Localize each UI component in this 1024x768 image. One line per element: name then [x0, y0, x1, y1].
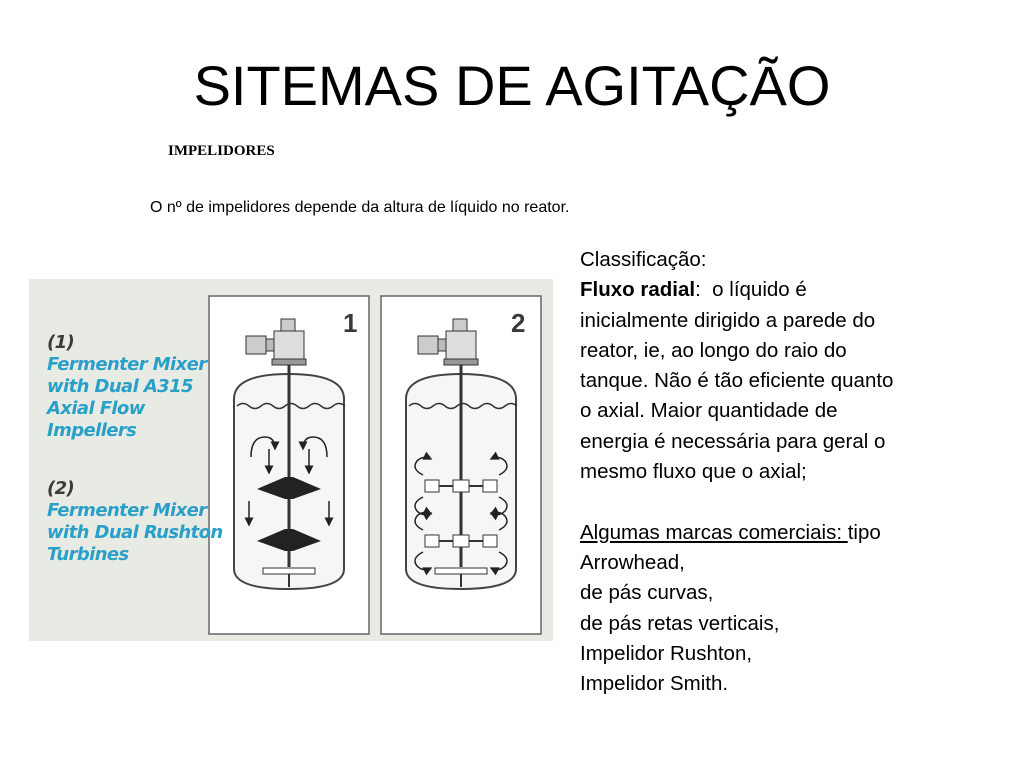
panel-2-label: 2 [511, 308, 526, 338]
panel-1-diagram [209, 296, 369, 634]
brands-line [580, 518, 1000, 548]
caption-1 [47, 332, 207, 442]
caption-2-line: Fermenter Mixer [47, 500, 207, 521]
radial-flow-desc: energia é necessária para geral o [580, 429, 886, 453]
classification-text [580, 245, 1000, 699]
brand-item: de pás retas verticais, [580, 611, 780, 635]
brands-label: Algumas marcas comerciais: [580, 520, 848, 544]
brand-item: Arrowhead, [580, 550, 685, 574]
radial-flow-desc: tanque. Não é tão eficiente quanto [580, 369, 894, 393]
caption-1-line: Impellers [47, 420, 137, 441]
caption-1-line: Fermenter Mixer [47, 354, 207, 375]
panel-2-diagram [381, 296, 541, 634]
slide-title: SITEMAS DE AGITAÇÃO [193, 54, 831, 117]
radial-flow-line [580, 275, 1000, 305]
caption-2-line: Turbines [47, 544, 129, 565]
radial-flow-colon: : [695, 278, 701, 302]
radial-flow-desc: o axial. Maior quantidade de [580, 399, 838, 423]
brand-item: Impelidor Smith. [580, 672, 729, 696]
radial-flow-desc: reator, ie, ao longo do raio do [580, 338, 847, 362]
caption-1-line: Axial Flow [47, 398, 145, 419]
radial-flow-desc: mesmo fluxo que o axial; [580, 460, 807, 484]
caption-1-line: with Dual A315 [47, 376, 193, 397]
panel-1-label: 1 [343, 308, 358, 338]
radial-flow-label: Fluxo radial [580, 278, 696, 302]
brand-item: Impelidor Rushton, [580, 641, 753, 665]
classification-heading: Classificação: [580, 248, 707, 271]
impeller-figure [29, 279, 553, 641]
caption-2-number: (2) [47, 478, 75, 499]
brands-type: tipo [847, 520, 881, 544]
caption-2-line: with Dual Rushton [47, 522, 223, 543]
intro-text: O nº de impelidores depende da altura de líquido no reator. [150, 199, 570, 216]
section-subtitle: IMPELIDORES [168, 143, 275, 159]
caption-2 [47, 478, 223, 566]
brand-item: de pás curvas, [580, 581, 714, 605]
caption-1-number: (1) [47, 332, 75, 353]
radial-flow-desc: inicialmente dirigido a parede do [580, 308, 876, 332]
radial-flow-desc: o líquido é [712, 278, 807, 302]
